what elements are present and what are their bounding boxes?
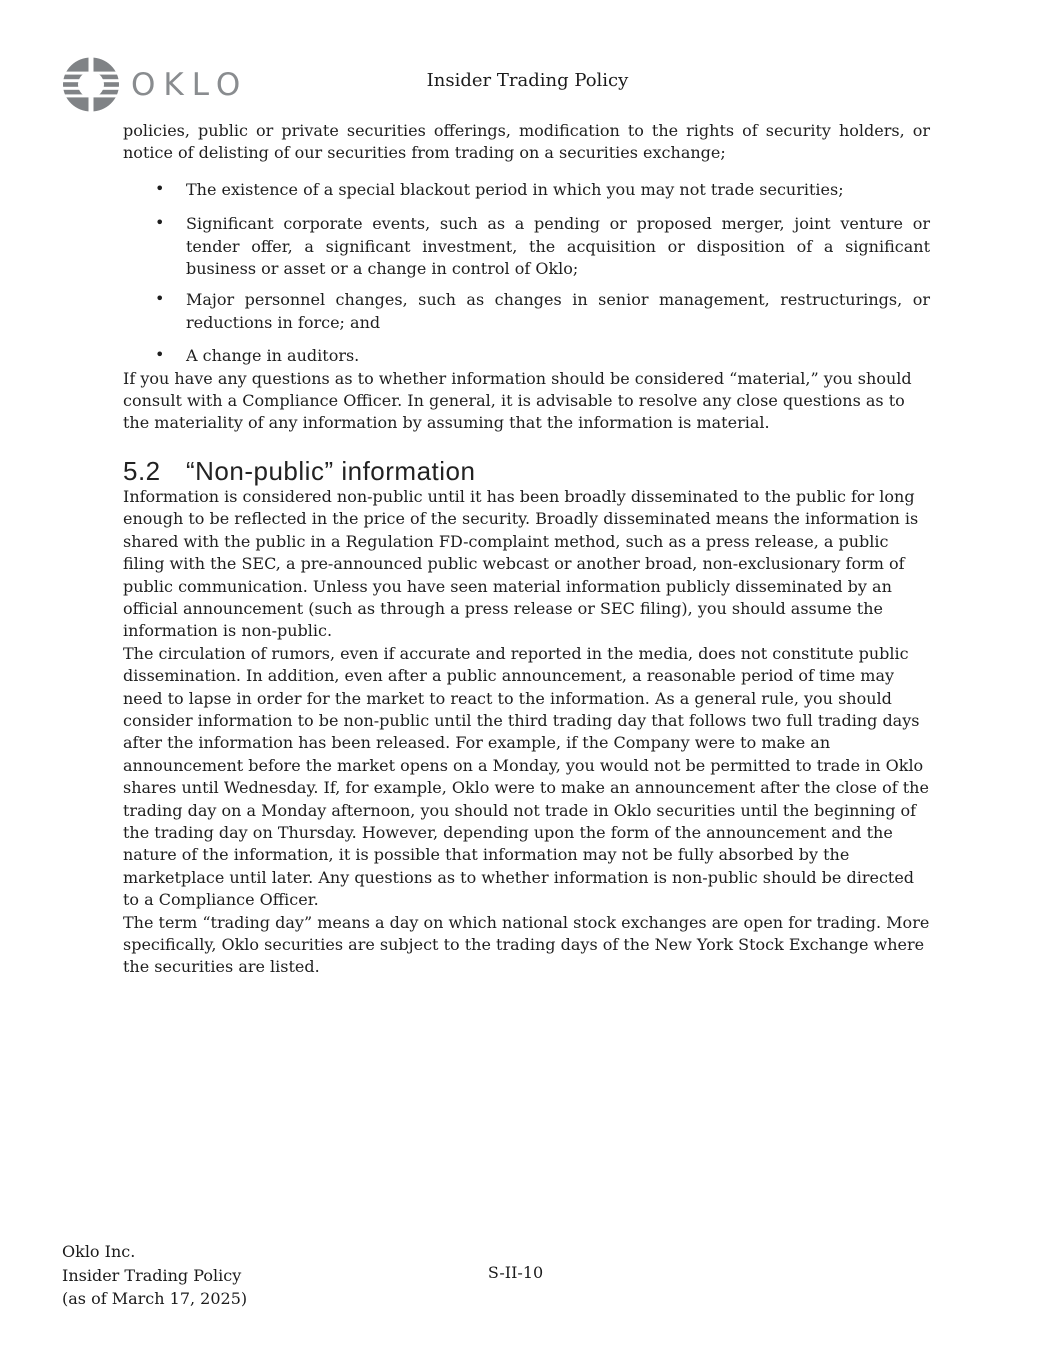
paragraph-nonpublic-definition: Information is considered non-public until it has been broadly disseminated to the public for long enough to be reflected in the price of the security. Broadly disseminated means the information is shared with the public in a Regulation FD-complaint method, such as a press release, a public filing with the SEC, a pre-announced public webcast or another broad, non-exclusionary form of public communication. Unless you have seen material information publicly disseminated by an official announcement (such as through a press release or SEC filing), you should assume the information is non-public. bbox=[123, 486, 919, 641]
bullet-text: A change in auditors. bbox=[186, 346, 360, 366]
bullet-text: Major personnel changes, such as changes in senior management, restructurings, or reductions in force; and bbox=[186, 290, 930, 332]
bullet-item bbox=[123, 345, 930, 367]
section-heading-5-2 bbox=[123, 456, 930, 486]
document-header-title: Insider Trading Policy bbox=[426, 70, 629, 91]
paragraph-questions: If you have any questions as to whether information should be considered “material,” you should consult with a Compliance Officer. In general, it is advisable to resolve any close questions as to the materiality of any information by assuming that the information is material. bbox=[123, 368, 912, 433]
bullet-marker-icon: • bbox=[155, 289, 165, 309]
paragraph-trading-day-term: The term “trading day” means a day on which national stock exchanges are open for trading. More specifically, Oklo securities are subject to the trading days of the New York Stock Exchange where the securities are listed. bbox=[123, 912, 930, 977]
bullet-marker-icon: • bbox=[155, 345, 165, 365]
bullet-marker-icon: • bbox=[155, 178, 165, 198]
document-body bbox=[123, 120, 930, 979]
paragraph-continuation: policies, public or private securities offerings, modification to the rights of security holders, or notice of delisting of our securities from trading on a securities exchange; bbox=[123, 121, 930, 163]
footer-document-title: Insider Trading Policy bbox=[62, 1265, 242, 1285]
paragraph-rumors-trading-days: The circulation of rumors, even if accurate and reported in the media, does not constitute public dissemination. In addition, even after a public announcement, a reasonable period of time may need to lapse in order for the market to react to the information. As a general rule, you should consider information to be non-public until the third trading day that follows two full trading days after the information has been released. For example, if the Company were to make an announcement before the market opens on a Monday, you would not be permitted to trade in Oklo shares until Wednesday. If, for example, Oklo were to make an announcement after the close of the trading day on a Monday afternoon, you should not trade in Oklo securities until the beginning of the trading day on Thursday. However, depending upon the form of the announcement and the nature of the information, it is possible that information may not be fully absorbed by the marketplace until later. Any questions as to whether information is non-public should be directed to a Compliance Officer. bbox=[123, 643, 929, 910]
section-title: “Non-public” information bbox=[186, 455, 476, 486]
bullet-item bbox=[123, 179, 930, 201]
bullet-marker-icon: • bbox=[155, 213, 165, 233]
bullet-text: The existence of a special blackout period in which you may not trade securities; bbox=[186, 179, 844, 199]
bullet-text: Significant corporate events, such as a pending or proposed merger, joint venture or tender offer, a significant investment, the acquisition or disposition of a significant business or asset or a change in control of Oklo; bbox=[186, 214, 930, 279]
footer-as-of-date: (as of March 17, 2025) bbox=[62, 1289, 248, 1308]
footer-company: Oklo Inc. bbox=[62, 1242, 136, 1261]
bullet-item bbox=[123, 289, 930, 334]
bullet-item bbox=[123, 213, 930, 280]
oklo-logo-text: OKLO bbox=[131, 67, 249, 103]
page-number: S-II-10 bbox=[487, 1263, 544, 1282]
section-number: 5.2 bbox=[123, 455, 161, 486]
